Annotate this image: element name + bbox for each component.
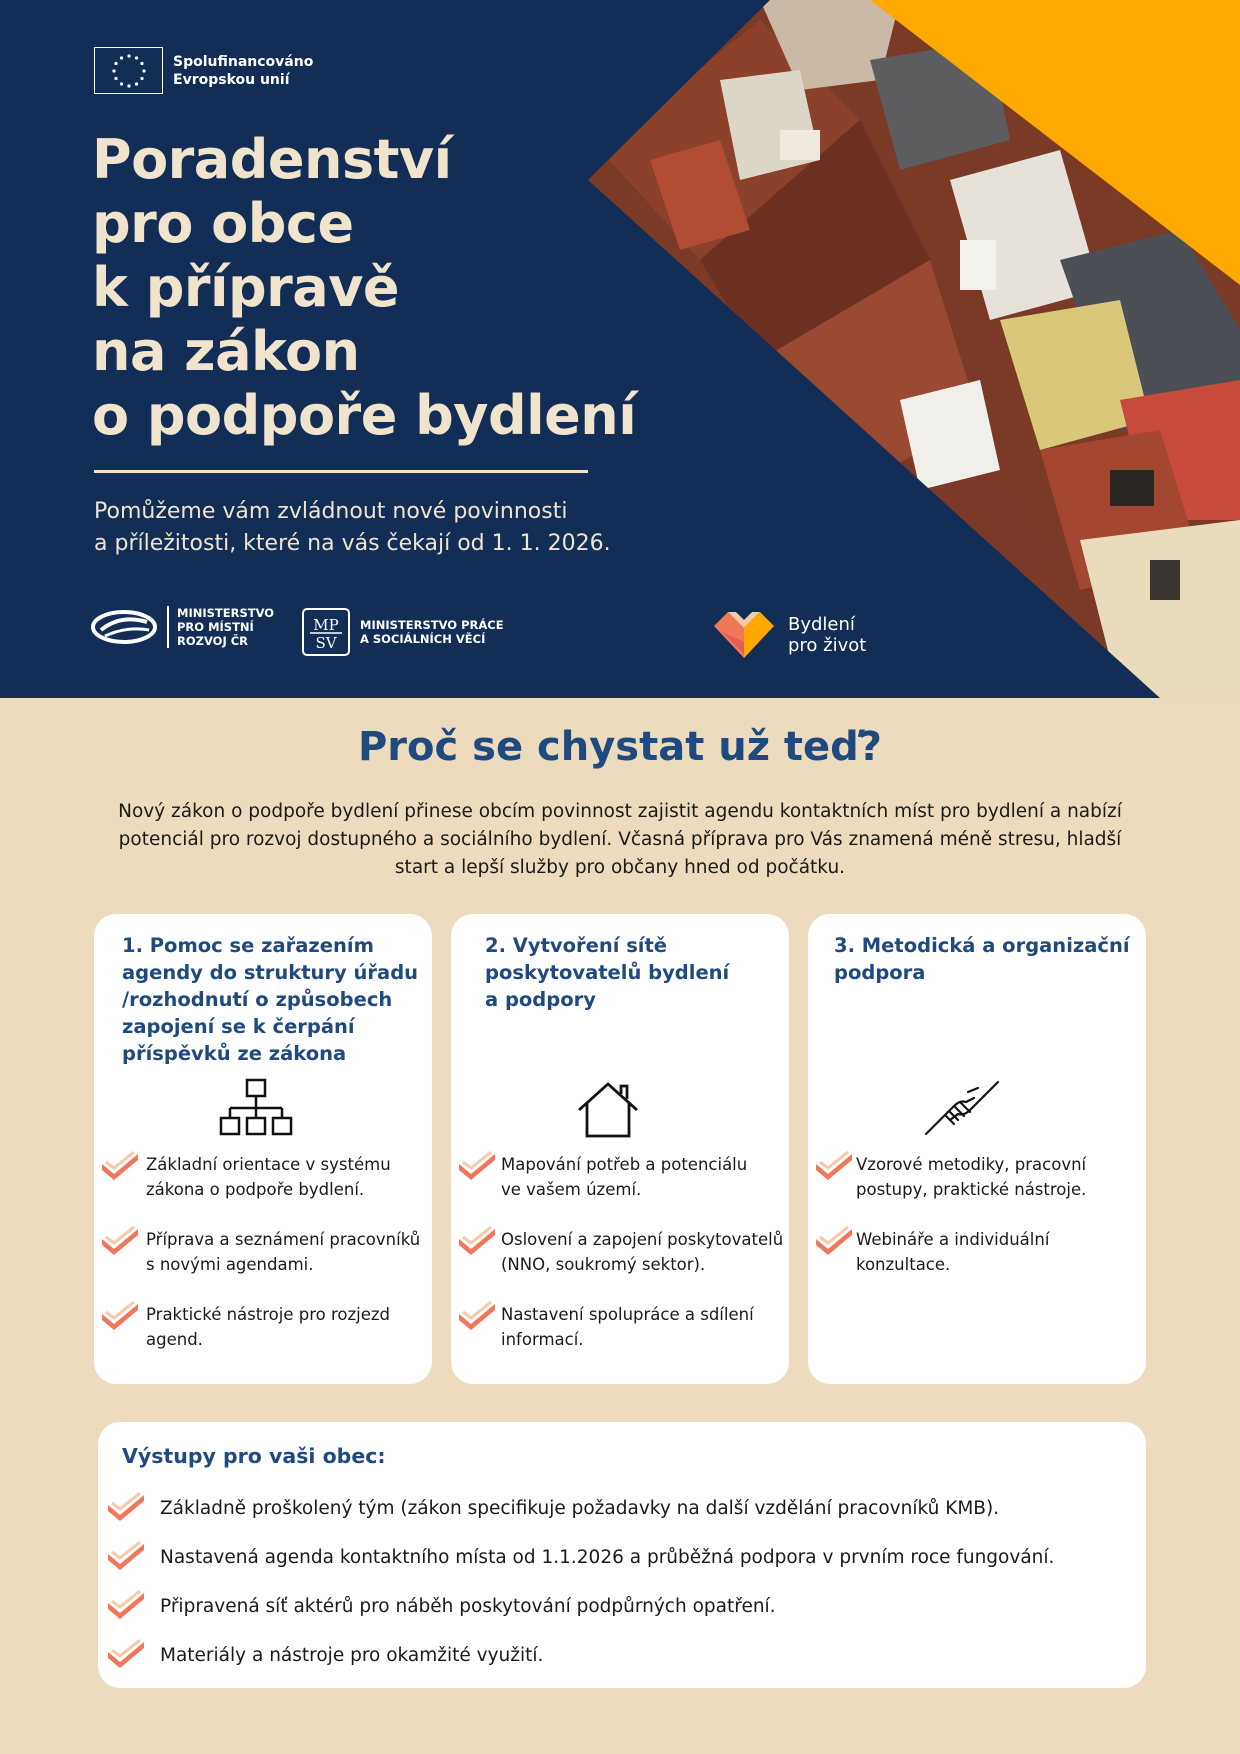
page-subtitle <box>94 496 611 560</box>
item-line: zákona o podpoře bydlení. <box>146 1180 365 1199</box>
heart-logo-icon <box>714 612 774 658</box>
item-line: (NNO, soukromý sektor). <box>501 1255 706 1274</box>
card-items <box>451 1152 789 1377</box>
list-item <box>98 1545 1146 1594</box>
org-chart-icon <box>218 1078 294 1138</box>
list-item <box>451 1302 789 1352</box>
title-line-4: na zákon <box>92 320 360 383</box>
output-text: Připravená síť aktérů pro náběh poskytování podpůrných opatření. <box>160 1596 776 1617</box>
card-title <box>485 932 781 1013</box>
title-line-2: pro obce <box>92 192 354 255</box>
title-line-5: o podpoře bydlení <box>92 384 637 447</box>
card-title-line: 2. Vytvoření sítě <box>485 934 668 957</box>
card-title-line: /rozhodnutí o způsobech <box>122 988 393 1011</box>
bydleni-line-1: Bydlení <box>788 614 855 635</box>
why-heading: Proč se chystat už teď? <box>357 724 883 770</box>
card-agenda-integration <box>94 914 432 1384</box>
checkmark-icon <box>100 1300 140 1330</box>
bydleni-logo-text <box>788 614 866 656</box>
card-title <box>122 932 418 1067</box>
checkmark-icon <box>457 1150 497 1180</box>
card-title-line: a podpory <box>485 988 596 1011</box>
eu-flag-icon <box>94 47 163 94</box>
bydleni-pro-zivot-logo <box>714 612 866 658</box>
mmr-line-1: MINISTERSTVO <box>177 606 275 620</box>
item-line: Nastavení spolupráce a sdílení <box>501 1305 754 1324</box>
house-icon <box>575 1080 641 1140</box>
eu-logo-text <box>173 53 313 89</box>
item-line: Mapování potřeb a potenciálu <box>501 1155 748 1174</box>
mmr-emblem-icon <box>91 608 157 646</box>
item-line: agend. <box>146 1330 203 1349</box>
card-items <box>94 1152 432 1377</box>
eu-logo-line-1: Spolufinancováno <box>173 53 314 70</box>
eu-logo-line-2: Evropskou unií <box>173 71 290 88</box>
mpsv-mark-bottom: SV <box>315 634 337 652</box>
handshake-icon <box>924 1078 1000 1138</box>
list-item <box>94 1227 432 1277</box>
outputs-panel <box>98 1422 1146 1688</box>
card-title-line: agendy do struktury úřadu <box>122 961 419 984</box>
card-title-line: poskytovatelů bydlení <box>485 961 730 984</box>
title-divider <box>94 470 588 473</box>
checkmark-icon <box>106 1638 146 1668</box>
checkmark-icon <box>106 1589 146 1619</box>
item-line: konzultace. <box>856 1255 951 1274</box>
output-text: Nastavená agenda kontaktního místa od 1.1.2026 a průběžná podpora v prvním roce fungování. <box>160 1547 1055 1568</box>
list-item <box>98 1643 1146 1692</box>
card-items <box>808 1152 1146 1302</box>
mmr-divider <box>167 606 169 648</box>
eu-cofinanced-logo <box>94 47 313 94</box>
card-provider-network <box>451 914 789 1384</box>
list-item <box>451 1227 789 1277</box>
list-item <box>98 1496 1146 1545</box>
list-item <box>94 1152 432 1202</box>
title-line-3: k přípravě <box>92 256 400 319</box>
card-title-line: podpora <box>834 961 926 984</box>
list-item <box>808 1152 1146 1202</box>
subtitle-line-2: a příležitosti, které na vás čekají od 1. 1. 2026. <box>94 531 611 556</box>
card-title-line: příspěvků ze zákona <box>122 1042 347 1065</box>
mmr-logo-text <box>177 606 274 648</box>
mmr-line-3: ROZVOJ ČR <box>177 634 249 648</box>
checkmark-icon <box>457 1225 497 1255</box>
item-line: Základní orientace v systému <box>146 1155 391 1174</box>
mpsv-logo-text <box>360 618 504 646</box>
mmr-line-2: PRO MÍSTNÍ <box>177 620 254 634</box>
checkmark-icon <box>106 1540 146 1570</box>
title-line-1: Poradenství <box>92 128 452 191</box>
list-item <box>98 1594 1146 1643</box>
card-title-line: zapojení se k čerpání <box>122 1015 355 1038</box>
checkmark-icon <box>100 1225 140 1255</box>
output-text: Základně proškolený tým (zákon specifikuje požadavky na další vzdělání pracovníků KMB). <box>160 1498 1000 1519</box>
item-line: Webináře a individuální <box>856 1230 1050 1249</box>
outputs-heading: Výstupy pro vaši obec: <box>122 1444 386 1468</box>
mpsv-line-2: A SOCIÁLNÍCH VĚCÍ <box>360 632 486 646</box>
card-title-line: 1. Pomoc se zařazením <box>122 934 374 957</box>
item-line: postupy, praktické nástroje. <box>856 1180 1087 1199</box>
page-title <box>92 128 636 448</box>
list-item <box>808 1227 1146 1277</box>
item-line: informací. <box>501 1330 584 1349</box>
item-line: Vzorové metodiky, pracovní <box>856 1155 1087 1174</box>
checkmark-icon <box>457 1300 497 1330</box>
checkmark-icon <box>814 1150 854 1180</box>
list-item <box>451 1152 789 1202</box>
outputs-list <box>98 1496 1146 1692</box>
item-line: Příprava a seznámení pracovníků <box>146 1230 421 1249</box>
mpsv-logo <box>302 608 504 656</box>
hero-banner <box>0 0 1240 698</box>
item-line: ve vašem území. <box>501 1180 642 1199</box>
mpsv-mark-top: MP <box>313 616 339 634</box>
card-methodical-support <box>808 914 1146 1384</box>
bydleni-line-2: pro život <box>788 635 867 656</box>
checkmark-icon <box>100 1150 140 1180</box>
card-title <box>834 932 1130 986</box>
item-line: s novými agendami. <box>146 1255 314 1274</box>
checkmark-icon <box>106 1491 146 1521</box>
card-title-line: 3. Metodická a organizační <box>834 934 1130 957</box>
subtitle-line-1: Pomůžeme vám zvládnout nové povinnosti <box>94 499 568 524</box>
item-line: Praktické nástroje pro rozjezd <box>146 1305 391 1324</box>
mpsv-emblem-icon <box>302 608 350 656</box>
list-item <box>94 1302 432 1352</box>
mpsv-line-1: MINISTERSTVO PRÁCE <box>360 618 504 632</box>
mmr-logo <box>91 606 274 648</box>
item-line: Oslovení a zapojení poskytovatelů <box>501 1230 784 1249</box>
output-text: Materiály a nástroje pro okamžité využití. <box>160 1645 544 1666</box>
checkmark-icon <box>814 1225 854 1255</box>
why-paragraph: Nový zákon o podpoře bydlení přinese obcím povinnost zajistit agendu kontaktních míst pro bydlení a nabízí potenciál pro rozvoj dostupného a sociálního bydlení. Včasná příprava pro Vás znamená méně stresu, hladší start a lepší služby pro občany hned od počátku. <box>118 801 1122 878</box>
